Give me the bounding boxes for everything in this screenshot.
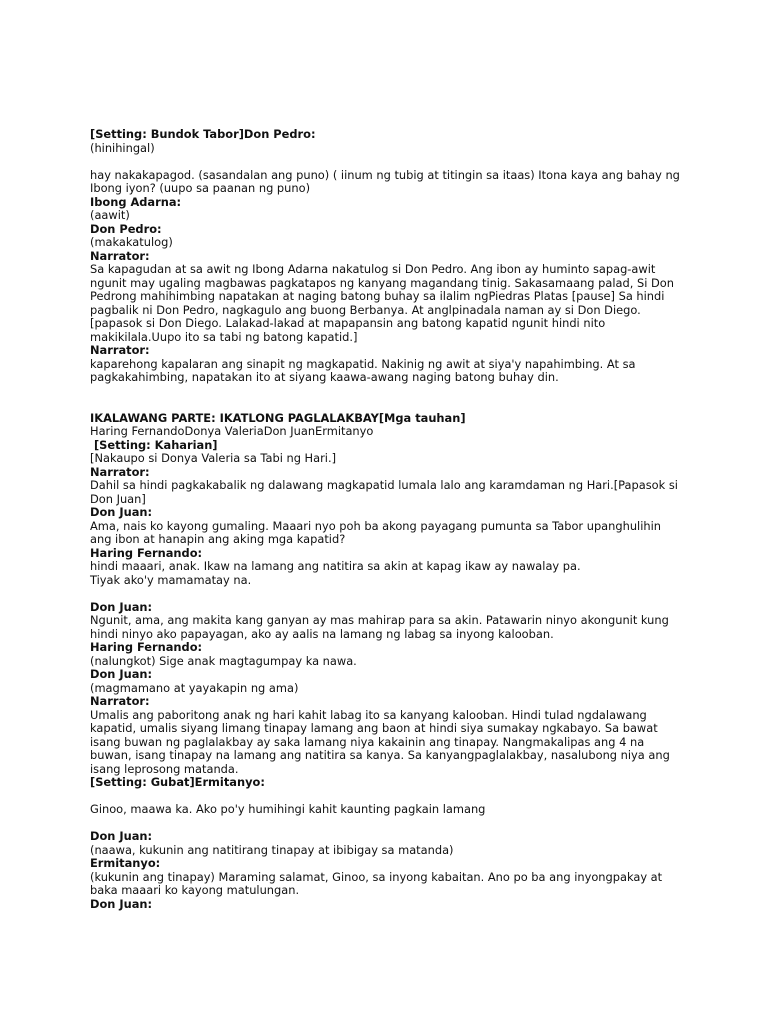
text-line: Umalis ang paboritong anak ng hari kahit labag ito sa kanyang kalooban. Hindi tulad ngdalawang — [90, 707, 647, 722]
text-line: Ama, nais ko kayong gumaling. Maaari nyo poh ba akong payagang pumunta sa Tabor upanghulihin — [90, 518, 661, 533]
speaker-heading: Narrator: — [90, 464, 150, 479]
speaker-heading: Don Juan: — [90, 667, 153, 681]
text-line: kapatid, umalis siyang limang tinapay lamang ang baon at hindi siya sumakay ngkabayo. Sa bawat — [90, 721, 658, 735]
text-line: ngunit may ugaling magbawas pagkatapos ng kanyang magandang tinig. Sakasamaang palad, Si Don — [90, 275, 674, 290]
text-line: pagbalik ni Don Pedro, nagkagulo ang buong Berbanya. At anglpinadala naman ay si Don Diego. — [90, 302, 641, 317]
speaker-heading: [Setting: Kaharian] — [90, 437, 218, 452]
text-line: (naawa, kukunin ang natitirang tinapay at ibibigay sa matanda) — [90, 842, 454, 857]
speaker-heading: [Setting: Gubat]Ermitanyo: — [90, 775, 265, 789]
text-line — [90, 155, 690, 169]
text-line: baka maaari ko kayong matulungan. — [90, 883, 300, 897]
text-line: (aawit) — [90, 208, 130, 222]
text-line: pagkakahimbing, napatakan ito at siyang kaawa-awang naging batong buhay din. — [90, 370, 559, 384]
text-line — [90, 790, 690, 804]
text-line: hindi ninyo ako papayagan, ako ay aalis na lamang ng labag sa inyong kalooban. — [90, 626, 554, 641]
text-line: Dahil sa hindi pagkakabalik ng dalawang magkapatid lumala lalo ang karamdaman ng Hari.[Papasok si — [90, 478, 678, 492]
speaker-heading: Narrator: — [90, 694, 150, 708]
text-line: Ginoo, maawa ka. Ako po'y humihingi kahit kaunting pagkain lamang — [90, 802, 486, 816]
speaker-heading: IKALAWANG PARTE: IKATLONG PAGLALAKBAY[Mga tauhan] — [90, 410, 466, 425]
text-line: (hinihingal) — [90, 140, 155, 155]
script-text — [90, 128, 690, 911]
text-line: (kukunin ang tinapay) Maraming salamat, Ginoo, sa inyong kabaitan. Ano po ba ang inyongpakay at — [90, 869, 663, 884]
text-line: hindi maaari, anak. Ikaw na lamang ang natitira sa akin at kapag ikaw ay nawalay pa. — [90, 559, 581, 573]
text-line: makikilala.Uupo ito sa tabi ng batong kapatid.] — [90, 329, 358, 344]
text-line: buwan, isang tinapay na lamang ang natitira sa kanya. Sa kanyangpaglalakbay, nasalubong niya ang — [90, 748, 670, 762]
speaker-heading: Haring Fernando: — [90, 640, 203, 654]
text-line: Haring FernandoDonya ValeriaDon JuanErmitanyo — [90, 424, 374, 438]
text-line: hay nakakapagod. (sasandalan ang puno) ( iinum ng tubig at titingin sa itaas) Itona kaya ang bahay ng — [90, 167, 680, 182]
text-line: Ngunit, ama, ang makita kang ganyan ay mas mahirap para sa akin. Patawarin ninyo akongunit kung — [90, 613, 669, 627]
text-line: (makakatulog) — [90, 235, 173, 249]
text-line: Don Juan] — [90, 491, 146, 506]
speaker-heading: Haring Fernando: — [90, 545, 203, 560]
text-line — [90, 385, 690, 399]
text-line — [90, 398, 690, 412]
speaker-heading: Don Juan: — [90, 896, 153, 911]
speaker-heading: Narrator: — [90, 343, 150, 357]
speaker-heading: Ibong Adarna: — [90, 194, 182, 209]
speaker-heading: Don Juan: — [90, 829, 153, 843]
speaker-heading: Narrator: — [90, 248, 150, 263]
text-line: Sa kapagudan at sa awit ng Ibong Adarna nakatulog si Don Pedro. Ang ibon ay huminto sapag-awit — [90, 262, 656, 276]
text-line: (nalungkot) Sige anak magtagumpay ka nawa. — [90, 653, 357, 668]
text-line: ang ibon at hanapin ang aking mga kapatid? — [90, 532, 346, 546]
text-line: isang buwan ng paglalakbay ay saka lamang niya kakainin ang tinapay. Nangmakalipas ang 4 na — [90, 734, 645, 749]
text-line: isang leprosong matanda. — [90, 761, 239, 776]
speaker-heading: Don Pedro: — [90, 221, 162, 236]
speaker-heading: Don Juan: — [90, 599, 153, 614]
text-line: Ibong iyon? (uupo sa paanan ng puno) — [90, 181, 311, 195]
text-line: Pedrong mahihimbing napatakan at naging batong buhay sa ilalim ngPiedras Platas [pause] Sa hindi — [90, 289, 665, 303]
text-line: Tiyak ako'y mamamatay na. — [90, 572, 252, 587]
speaker-heading: [Setting: Bundok Tabor]Don Pedro: — [90, 127, 316, 141]
speaker-heading: Don Juan: — [90, 505, 153, 519]
text-line — [90, 587, 690, 601]
text-line: [papasok si Don Diego. Lalakad-lakad at mapapansin ang batong kapatid ngunit hindi nito — [90, 316, 606, 330]
text-line: (magmamano at yayakapin ng ama) — [90, 680, 299, 695]
speaker-heading: Ermitanyo: — [90, 856, 161, 870]
text-line: kaparehong kapalaran ang sinapit ng magkapatid. Nakinig ng awit at siya'y napahimbing. At sa — [90, 356, 636, 371]
text-line — [90, 817, 690, 831]
text-line: [Nakaupo si Donya Valeria sa Tabi ng Hari.] — [90, 451, 337, 465]
